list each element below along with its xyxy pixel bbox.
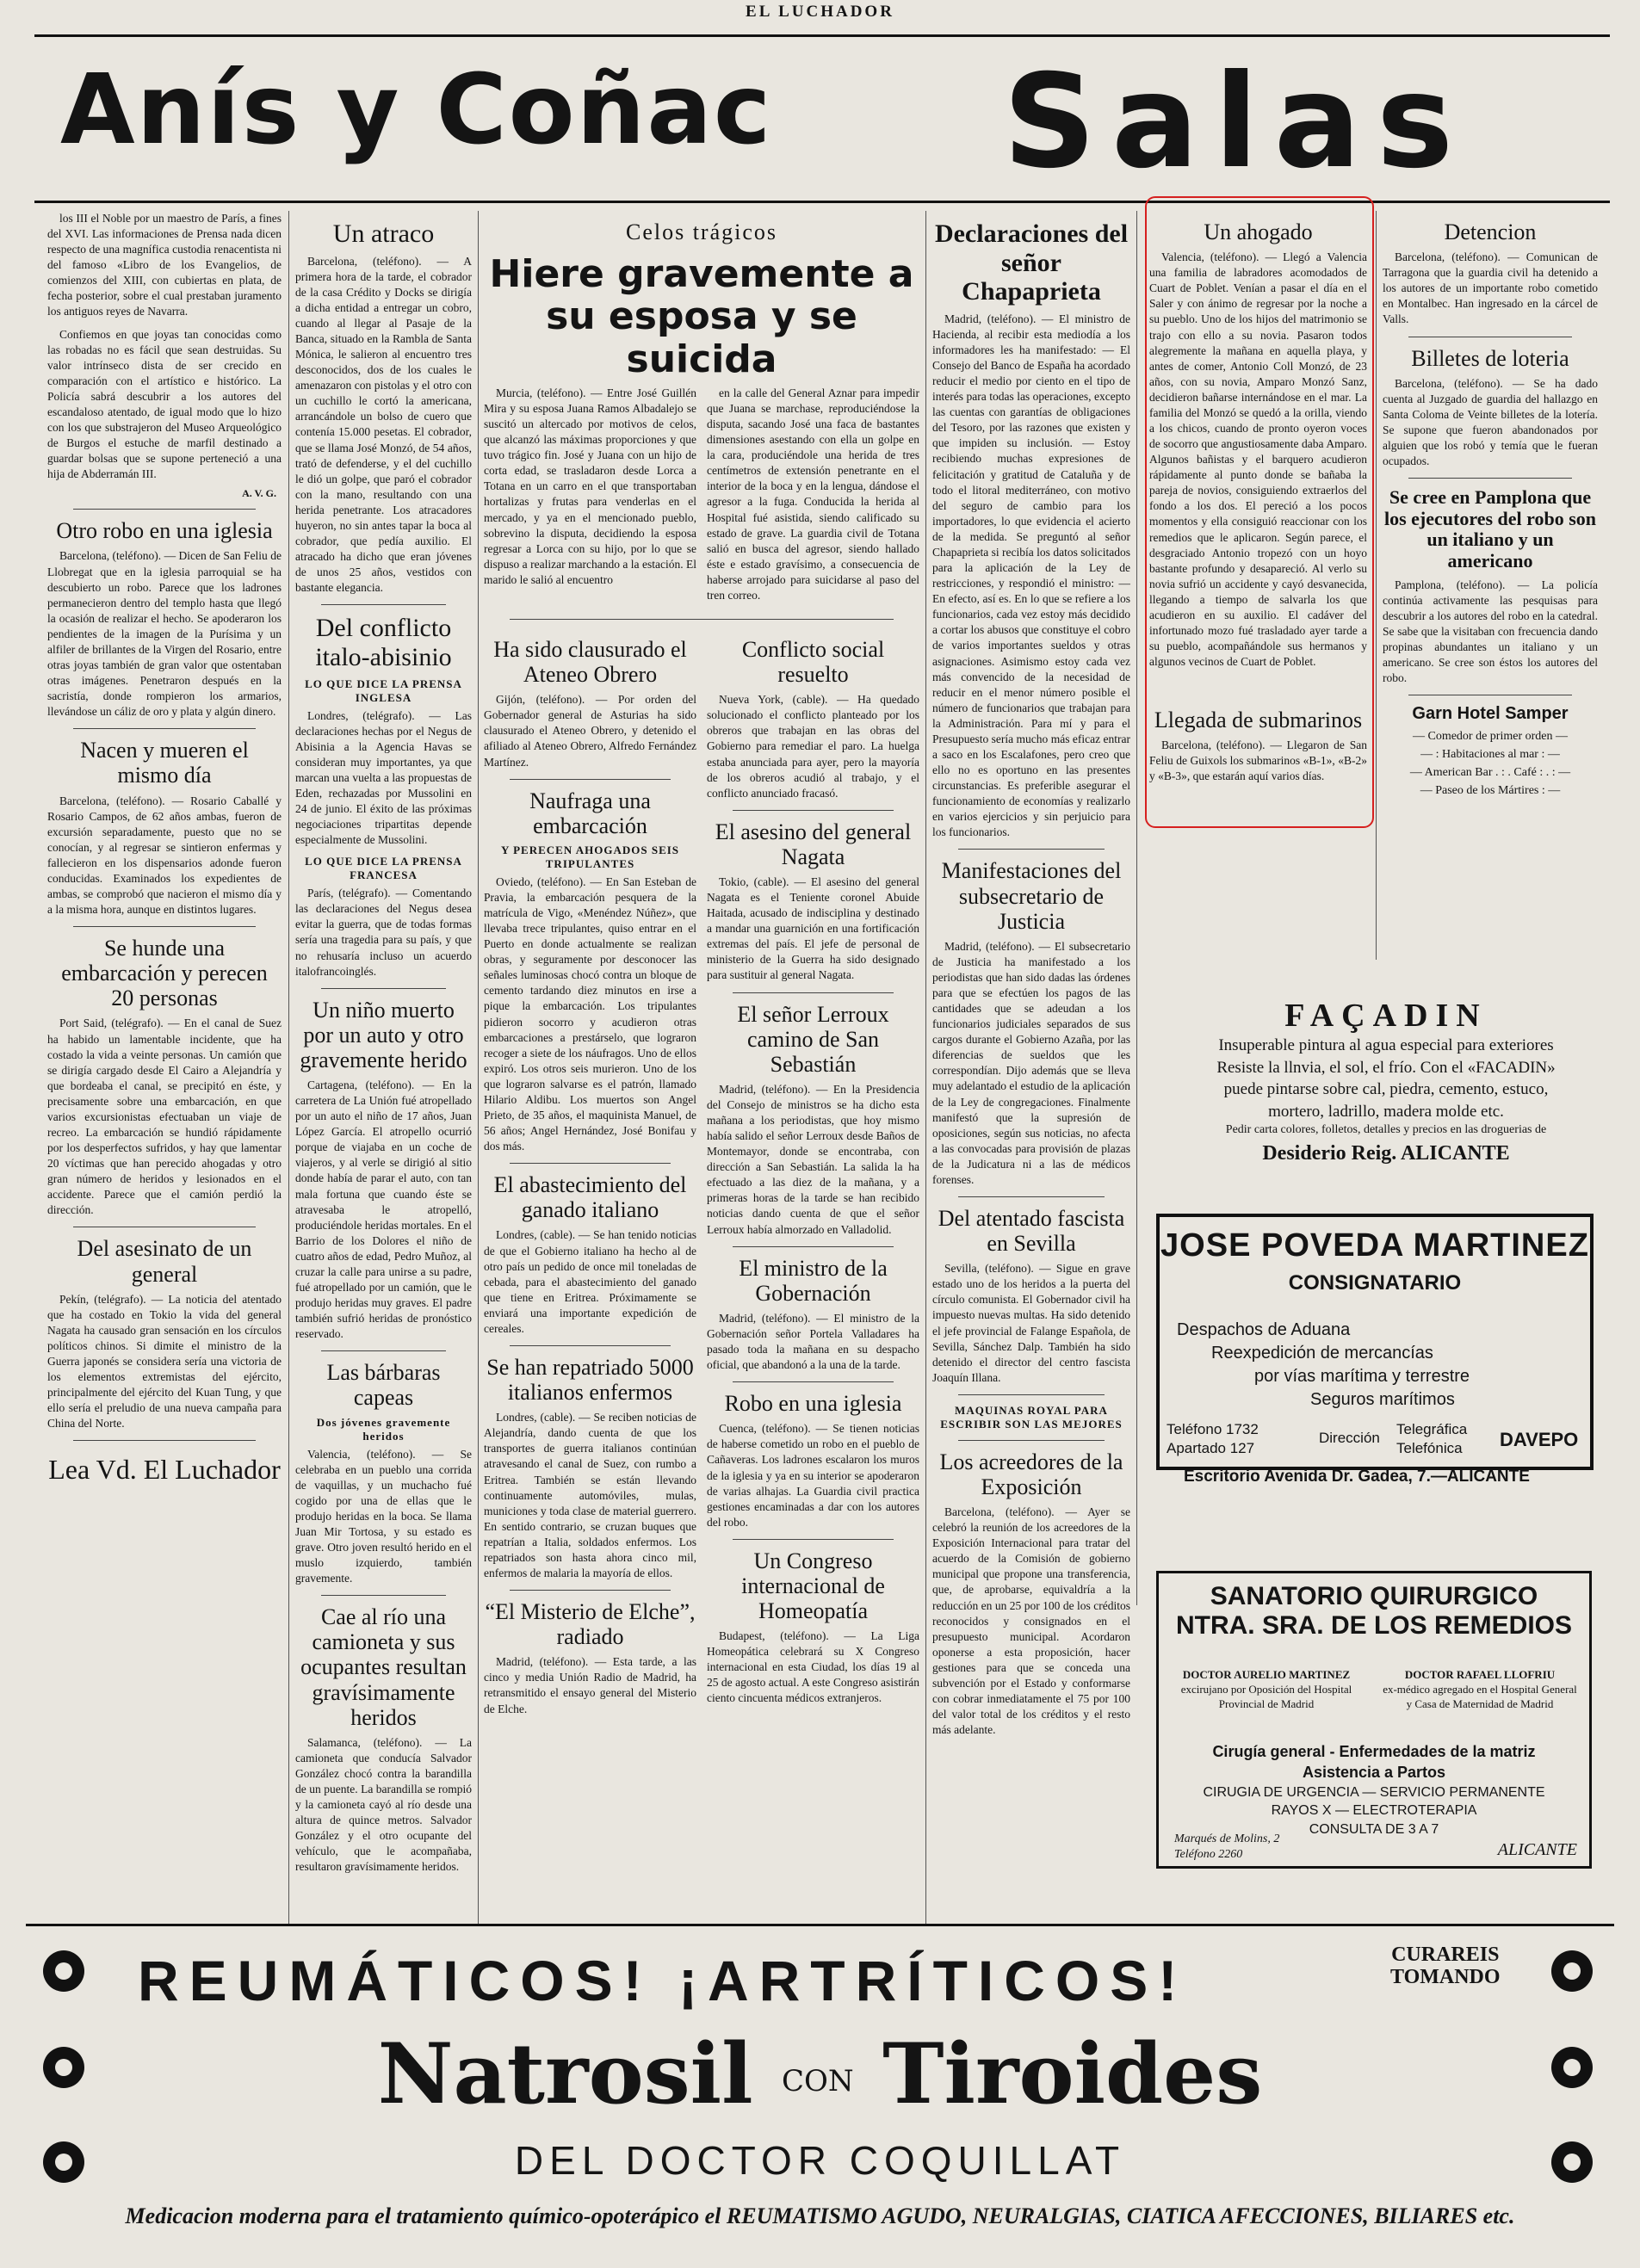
- headline: Del asesinato de un general: [77, 1236, 252, 1287]
- headline: Manifestaciones del subsecretario de Justicia: [941, 858, 1122, 934]
- banner-salas: Salas: [1003, 47, 1470, 197]
- article-text: en la calle del General Aznar para impedir que Juana se marchase, reproduciéndose la disputa, sacando José una faca de bastantes dimensiones asestando con ella un golpe en la cara, produciéndole una herida de tres centímetros de extensión penetrante en el interior de la boca y en la lengua, dándose el agresor a la fuga. Conducida la herida al Hospital fué asistida, siendo calificado su estado de grave. La guardia civil de Totana salió en busca del agresor, siendo hallado éste e estado gravísimo, a consecuencia de haberse arrojado para suicidarse al paso del tren correo.: [707, 386, 919, 602]
- article-text: Londres, (cable). — Se reciben noticias de Alejandría, dando cuenta de que los transportes de guerra italianos continúan atravesando el canal de Suez, con rumbo a Eritrea. También se están llevando continuamente automóviles, mulas, municiones y toda clase de material guerrero. En sentido contrario, se cruzan buques que repatrían a Italia, soldados enfermos. Los repatriados son hasta ahora cinco mil, enfermos de malaria la mayoría de ellos.: [484, 1411, 696, 1579]
- headline: Llegada de submarinos: [1154, 708, 1363, 733]
- headline: Cae al río una camioneta y sus ocupantes resultan gravísimamente heridos: [300, 1604, 467, 1730]
- headline: Un atraco: [332, 219, 435, 248]
- facadin-line: Pedir carta colores, folletos, detalles y precios en las droguerias de: [1225, 1122, 1547, 1136]
- headline: Ha sido clausurado el Ateneo Obrero: [493, 637, 687, 688]
- article-text: Nueva York, (cable). — Ha quedado solucionado el conflicto planteado por los obreros que trabajan en las obras del Gobierno para remediar el paro. La huelga estaba anunciada para ayer, pero la mayoría de los obreros acudió al trabajo, y el conflicto anunciado fracasó.: [707, 693, 919, 800]
- headline: Se hunde una embarcación y perecen 20 personas: [61, 936, 268, 1011]
- column-2: [295, 211, 472, 1924]
- article-text: Madrid, (teléfono). — El subsecretario de Justicia ha manifestado a los periodistas que han sido dadas las órdenes para que se efectúen los pagos de las cantidades que se adeudan a los funcionarios judiciales separados de sus cargos durante el Gobierno Azaña, por las diferencias de sueldos que les correspondían. Dijo además que se lleva muy adelantado el estudio de la aplicación de la Ley de congregaciones. Finalmente manifestó que la supresión de oposiciones, según sus noticias, no afecta a las convocadas para provisión de plazas de la Judicatura ni a las de médicos forenses.: [932, 939, 1130, 1186]
- doctor-1: [1167, 1668, 1365, 1712]
- sub-column-a: [484, 628, 696, 1724]
- doctor-2: [1381, 1668, 1579, 1712]
- royal-ad: MAQUINAS ROYAL PARA ESCRIBIR SON LAS MEJORES: [940, 1403, 1123, 1431]
- article-text: Tokio, (cable). — El asesino del general Nagata es el Teniente coronel Abuide Haitada, acusado de indisciplina y destinado a mandar una guarnición en una fortificación extremas del país. El jefe de personal de ministerio de la Guerra ha sido designado para sustituir al general Nagata.: [707, 874, 919, 982]
- cure-line: CURAREIS: [1391, 1944, 1500, 1966]
- headline: Naufraga una embarcación: [529, 788, 651, 838]
- headline: Nacen y mueren el mismo día: [80, 738, 249, 788]
- headline: Otro robo en una iglesia: [56, 518, 273, 544]
- headline: El señor Lerroux camino de San Sebastián: [737, 1001, 889, 1077]
- subheadline: Dos jóvenes gravemente heridos: [316, 1415, 451, 1443]
- headline: Declaraciones del señor Chapaprieta: [934, 219, 1129, 306]
- subheadline: Y PERECEN AHOGADOS SEIS TRIPULANTES: [500, 843, 680, 870]
- column-4: [932, 211, 1130, 1924]
- facadin-line: mortero, ladrillo, madera molde etc.: [1268, 1102, 1504, 1121]
- article-text: Madrid, (teléfono). — En la Presidencia del Consejo de ministros se ha dicho esta mañana a los periodistas, que hoy mismo había salido el señor Lerroux desde Baños de Montemayor, donde se encontraba, con dirección a San Sebastián. La salida la ha efectuado a las diez de la mañana, y a primeras horas de la tarde se han recibido noticias dando cuenta de que el señor Lerroux había almorzado en Valladolid.: [707, 1082, 919, 1236]
- kicker: Celos trágicos: [625, 219, 778, 244]
- headline: “El Misterio de Elche”, radiado: [485, 1599, 696, 1650]
- divider: [510, 1590, 671, 1591]
- headline: Del atentado fascista en Sevilla: [938, 1206, 1125, 1257]
- headline: Se cree en Pamplona que los ejecutores del robo son un italiano y un americano: [1383, 486, 1597, 572]
- headline: Del conflicto italo-abisinio: [315, 614, 452, 671]
- article-text: Budapest, (teléfono). — La Liga Homeopática celebrará su X Congreso internacional en esta Ciudad, los días 19 al 25 de agosto actual. A este Congreso asistirán ciento cincuenta médicos extranjeros.: [707, 1629, 919, 1705]
- article-text: Valencia, (teléfono). — Se celebraba en un pueblo una corrida de vaquillas, y un muchacho fué cogido por una de ellas que le produjo heridas en la boca. Se llama Juan Mir Tortosa, y su estado es grave. Otro joven resultó herido en el muslo izquierdo, también gravemente.: [295, 1447, 472, 1585]
- sanatorio-name: SANATORIO QUIRURGICO: [1210, 1582, 1538, 1610]
- headline: Conflicto social resuelto: [741, 637, 885, 688]
- poveda-address: Escritorio Avenida Dr. Gadea, 7.—ALICANTE: [1184, 1468, 1530, 1486]
- ad-product: [26, 2025, 1614, 2123]
- column-3: [484, 211, 919, 1924]
- red-highlight-circle: [1145, 196, 1374, 828]
- product-name-2: Tiroides: [882, 2025, 1263, 2123]
- article-text: Barcelona, (teléfono). — Rosario Caballé y Rosario Campos, de 62 años ambas, fueron de excursión separadamente, puesto que no se conocían, y al regresar se sintieron enfermas y fallecieron en los dispensarios adonde fueron conducidas. Examinados los expedientes de ambas, se comprobó que nacieron el mismo día y a la misma hora, aunque en distintos lugares.: [47, 794, 282, 917]
- column-rule: [1136, 211, 1137, 1605]
- poveda-dir-label: Dirección: [1319, 1430, 1380, 1446]
- divider: [733, 992, 894, 993]
- product-name-1: Natrosil: [377, 2025, 753, 2123]
- facadin-line: Resiste la llnvia, el sol, el frío. Con el «FACADIN»: [1216, 1058, 1556, 1077]
- divider: [958, 1440, 1105, 1441]
- article-text: Confiemos en que joyas tan conocidas como las robadas no es fácil que sean destruidas. Su valor intrínseco dista de ser crecido en comparación con el artístico e histórico. La Policía sabrá descubrir a los autores del escandaloso atentado, de igual modo que lo hizo con los que substrajeron del Museo Arqueológico de Burgos el estuche de marfil destinado a guardar bolsas que se supone perteneció a una hija de Abderramán III.: [47, 327, 282, 481]
- divider: [321, 988, 446, 989]
- column-rule: [288, 211, 289, 1924]
- divider: [510, 1163, 671, 1164]
- divider: [321, 1350, 446, 1351]
- article-text: Londres, (telégrafo). — Las declaraciones hechas por el Negus de Abisinia a la Agencia Havas se consideran muy importantes, ya que marcan una vuelta a las propuestas de Eden, rechazadas por Mussolini en 24 de junio. El éxito de las próximas negociaciones tripartitas depende especialmente de Mussolini.: [295, 708, 472, 847]
- service-line: Asistencia a Partos: [1302, 1764, 1446, 1782]
- divider: [510, 619, 894, 620]
- article-text: Oviedo, (teléfono). — En San Esteban de Pravia, la embarcación pesquera de la matrícula de Vigo, «Menéndez Núñez», que llevaba trece tripulantes, quiso entrar en el Puerto en donde actualmente se realizan obras, y seguramente por desconocer las señales luminosas chocó contra un bloque de cemento tardando diez minutos en irse a pique la embarcación. Los tripulantes pidieron socorro y acudieron otras embarcaciones a prestárselo, que lograron recoger a siete de los náufragos. Uno de ellos expiró. Los otros seis murieron. Uno de los que lograron salvarse es el patrón, llamado Hilario Aldibu. Los muertos son Angel Prieto, de 35 años, el maquinista Manuel, de 56 años; Angel Hernández, José Bonifau y dos más.: [484, 874, 696, 1153]
- masthead: EL LUCHADOR: [746, 3, 894, 21]
- doctor-2-name: DOCTOR RAFAEL LLOFRIU: [1404, 1668, 1556, 1681]
- article-text: Cuenca, (teléfono). — Se tienen noticias de haberse cometido un robo en el pueblo de Cañaveras. Los ladrones escalaron los muros de la iglesia y ya en su interior se apoderaron de varias alhajas. La Guardia civil practica gestiones encaminadas a dar con los autores del robo.: [707, 1422, 919, 1529]
- article-text: Madrid, (teléfono). — Esta tarde, a las cinco y media Unión Radio de Madrid, ha retransmitido el ensayo general del Misterio de Elche.: [484, 1655, 696, 1715]
- headline: Los acreedores de la Exposición: [939, 1449, 1123, 1499]
- article-text: los III el Noble por un maestro de París, a fines del XVI. Las informaciones de Prensa nada dicen respecto de una magnífica custodia renacentista ni del famoso «Libro de los Evangelios, de comienzos del XIII, con cubiertas en plata, de fecha posterior, sobre el cual prestaban juramento los antiguos reyes de Navarra.: [47, 212, 282, 318]
- divider: [73, 728, 256, 729]
- lead-story-col-b: [707, 386, 919, 610]
- poveda-code: DAVEPO: [1500, 1429, 1579, 1450]
- service-line: RAYOS X — ELECTROTERAPIA: [1271, 1803, 1477, 1819]
- hotel-line: — Paseo de los Mártires : —: [1420, 784, 1561, 798]
- divider: [958, 849, 1105, 850]
- hotel-line: — American Bar . : . Café : . : —: [1409, 766, 1571, 780]
- divider: [510, 1345, 671, 1346]
- service-line: Cirugía general - Enfermedades de la matriz: [1212, 1743, 1536, 1760]
- service-line: CIRUGIA DE URGENCIA — SERVICIO PERMANENTE: [1203, 1784, 1545, 1800]
- article-text: Valencia, (teléfono). — Llegó a Valencia una familia de labradores acomodados de Cuart de Poblet. Venían a pasar el día en el Saler y con ánimo de regresar por la noche a su pueblo. Uno de los hijos del matrimonio se trajo con ello a su novia. Pasaron todos alegremente la mañana en aquella playa, y antes de comer, Antonio Coll Monzó, de 23 años, con su novia, Amparo Monzó Sanz, decidieron bañarse internándose en el mar. La familia del Monzó se quedó a la orilla, viendo a los chicos, cuando de pronto oyeron voces de socorro que angustiosamente daba Amparo. Algunos bañistas y el barquero acudieron rápidamente al punto donde se bañaba la pareja de novios, consiguiendo extraerlos del fondo a los dos. El pereció a los pocos momentos y ella consiguió reaccionar con los remedios que le aplicaron. Según parece, el desgraciado Antonio tropezó con un hoyo bastante profundo y desapareció. Al verlo su novia sufrió un accidente y cayó desvanecida, llegando a tiempo de salvarla los que acudieron en su auxilio. El cadáver del infortunado mozo fué trasladado ayer tarde a su pueblo, acompañándole sus hermanos y algunos vecinos de Cuart de Poblet.: [1149, 250, 1367, 669]
- facadin-ad: [1167, 997, 1606, 1165]
- column-1: [47, 211, 282, 1924]
- article-text: Gijón, (teléfono). — Por orden del Gobernador general de Asturias ha sido clausurado el Ateneo Obrero, y detenido el afiliado al Ateneo Obrero, Alfredo Fernández Martínez.: [484, 693, 696, 769]
- divider: [733, 1246, 894, 1247]
- doctor-1-desc: excirujano por Oposición del Hospital Provincial de Madrid: [1180, 1682, 1352, 1710]
- column-rule: [1376, 211, 1377, 960]
- lead-story-col-a: [484, 386, 696, 610]
- poveda-ad: [1156, 1214, 1594, 1470]
- product-con: CON: [782, 2064, 854, 2099]
- article-text: Sevilla, (teléfono). — Sigue en grave estado uno de los heridos a la puerta del círculo comunista. El Gobernador civil ha impuesto nuevas multas. Ha sido detenido el jefe provincial de Falange Española, de Sevilla, Sánchez Dalp. También ha sido detenido el director del centro fascista Joaquín Illana.: [932, 1262, 1130, 1384]
- headline: El abastecimiento del ganado italiano: [493, 1172, 687, 1223]
- sanatorio-subname: NTRA. SRA. DE LOS REMEDIOS: [1175, 1611, 1573, 1640]
- headline: El asesino del general Nagata: [715, 819, 912, 869]
- facadin-line: puede pintarse sobre cal, piedra, cemento, estuco,: [1223, 1080, 1549, 1099]
- doctor-2-desc: ex-médico agregado en el Hospital General y Casa de Maternidad de Madrid: [1383, 1682, 1577, 1710]
- headline: Billetes de loteria: [1411, 345, 1569, 371]
- article-text: Barcelona, (teléfono). — Ayer se celebró la reunión de los acreedores de la Exposición Internacional para tratar del acuerdo de la Comisión de gobierno municipal que propone una transferencia, que, de aprobarse, equivaldría a la reducción en un 25 por 100 de los créditos reconocidos y consignados en el presupuesto municipal. Acordaron oponerse a esta proposición, hacer gestiones para que se conceda una subvención por el Estado y conformarse con cobrar inmediatamente el 75 por 100 del valor total de los créditos y el resto más adelante.: [932, 1505, 1130, 1737]
- headline: Detencion: [1444, 219, 1537, 244]
- poveda-name: JOSE POVEDA MARTINEZ: [1160, 1227, 1589, 1264]
- article-text: Port Said, (telégrafo). — En el canal de Suez ha habido un lamentable incidente, que ha costado la vida a veinte personas. Un camión que se dirigía cargado desde El Cairo a Alejandría y que bordeaba el canal, se precipitó en éste, y precisamente sobre una embarcación, en que varios excursionistas efectuaban un viaje de recreo. La embarcación se hundió rápidamente por los desperfectos sufridos, y hay que lamentar 20 víctimas que han perecido ahogadas y otro gran número de heridos y lesionados en el accidente. Parece que el camión perdió la dirección.: [47, 1017, 282, 1217]
- sanatorio-city: ALICANTE: [1497, 1840, 1577, 1859]
- ad-description: Medicacion moderna para el tratamiento químico-opoterápico el REUMATISMO AGUDO, NEURALGIAS, CIATICA AFECCIONES, BILIARES etc.: [125, 2203, 1515, 2228]
- headline: Se han repatriado 5000 italianos enfermos: [486, 1355, 694, 1406]
- facadin-line: Insuperable pintura al agua especial para exteriores: [1218, 1036, 1554, 1054]
- article-text: Pamplona, (teléfono). — La policía continúa activamente las pesquisas para descubrir a los autores del robo en la catedral. Se sabe que la visitaban con frecuencia dando propinas abundantes un italiano y un americano. Se cree son éstos los autores del robo.: [1383, 578, 1598, 685]
- ad-headline: REUMÁTICOS! ¡ARTRÍTICOS!: [138, 1949, 1188, 2012]
- house-ad: Lea Vd. El Luchador: [48, 1454, 281, 1486]
- sanatorio-services: [1159, 1741, 1589, 1839]
- poveda-phone: Teléfono 1732: [1167, 1421, 1259, 1437]
- divider: [510, 779, 671, 780]
- hotel-ad: [1383, 704, 1598, 800]
- headline: El ministro de la Gobernación: [739, 1255, 888, 1306]
- headline: Un niño muerto por un auto y otro gravemente herido: [300, 997, 467, 1072]
- headline: Un Congreso internacional de Homeopatía: [741, 1548, 885, 1624]
- article-text: Murcia, (teléfono). — Entre José Guillén Mira y su esposa Juana Ramos Albadalejo se suscitó un altercado por motivos de celos, que alcanzó las máximas proporciones y que tuvo trágico fin. José y Juana con un hijo de corta edad, se trasladaron desde Lorca a Totana en un carro en el que transportaban hortalizas y frutas para venderlas en el mercado, y ya en el mencionado pueblo, sobrevino la disputa, decidiendo la esposa regresar a Lorca con su hijo, por lo que se dispuso a realizar marchando a la estación. El marido le salió al encuentro: [484, 386, 696, 586]
- article-text: Madrid, (teléfono). — El ministro de la Gobernación señor Portela Valladares ha pasado toda la mañana en su despacho oficial, que abandonó a la una de la tarde.: [707, 1311, 919, 1372]
- divider: [73, 509, 256, 510]
- subheadline: LO QUE DICE LA PRENSA INGLESA: [305, 677, 462, 704]
- service-line: CONSULTA DE 3 A 7: [1309, 1821, 1439, 1837]
- article-text: Madrid, (teléfono). — El ministro de Hacienda, al recibir esta mediodía a los informadores les ha manifestado: — El Consejo del Banco de España ha acordado reducir el medio por ciento en el tipo de interés para todas las operaciones, excepto las cuentas con garantías de obligaciones del Tesoro, por las razones que existen y que impiden su inclusión. — Estoy recibiendo muchas expresiones de felicitación y gratitud de Cataluña y de todo el litoral mediterráneo, con motivo del seguro de cambio para los importadores, lo que evidencia el acierto de la medida. Se preguntó al señor Chapaprieta si recibía los datos solicitados para la aplicación de la Ley de restricciones, y respondió el ministro: — En efecto, así es. En lo que se refiere a los funcionarios, cada vez estoy más decidido a cortar los abusos que constituye el cobro de varios importantes sueldos y otras asignaciones. Asimismo estoy cada vez más convencido de la necesidad de reducir en el menor número posible el número de funcionarios que trabajan para la Administración. Para mí y para el Presupuesto sería mucho más eficaz entrar a saco en los Escalafones, pero creo que ello no es oportuno en las presentes circunstancias. Es preferible asegurar el funcionamiento de economías y realizarlo en varios ejercicios y sin perjuicio para los funcionarios.: [932, 312, 1130, 839]
- article-text: París, (telégrafo). — Comentando las declaraciones del Negus desea evitar la guerra, que de todas formas sería una tragedia para su país, y que no rehusaría incluso un acuerdo italofrancoinglés.: [295, 887, 472, 978]
- facadin-name: FAÇADIN: [1284, 998, 1488, 1034]
- column-6: [1383, 211, 1598, 968]
- divider: [958, 1196, 1105, 1197]
- doctor-1-name: DOCTOR AURELIO MARTINEZ: [1182, 1668, 1351, 1681]
- address-line: Marqués de Molins, 2: [1174, 1832, 1280, 1845]
- lead-story-body: [484, 386, 919, 610]
- poveda-telephonic: Telefónica: [1396, 1440, 1463, 1456]
- sanatorio-address: [1174, 1832, 1279, 1863]
- poveda-telegraph: Telegráfica: [1396, 1421, 1468, 1437]
- article-text: Cartagena, (teléfono). — En la carretera de La Unión fué atropellado por un auto el niño de 17 años, Juan López García. El atropello ocurrió porque de viajaba en un coche de viajeros, y al verle se dirigió al sitio donde había de parar el auto, con tan mala fortuna que cuando éste se atravesaba le atropelló, produciéndole heridas mortales. En el Barrio de los Dolores el niño de cuatro años de edad, Pedro Muñoz, al cruzar la calle para unirse a su padre, fué atropellado por un camión, que le produjo heridas muy graves. El padre también sufrió heridas de pronóstico reservado.: [295, 1078, 472, 1341]
- ornament-icon: [1551, 1950, 1593, 1992]
- divider: [73, 926, 256, 927]
- divider: [733, 1381, 894, 1382]
- article-text: Londres, (cable). — Se han tenido noticias de que el Gobierno italiano ha hecho al de otro país un pedido de once mil toneladas de cebada, para el abastecimiento del ganado que tiene en Eritrea. Próximamente se enviará una importante expedición de cereales.: [484, 1228, 696, 1335]
- divider: [733, 810, 894, 811]
- lead-headline: Hiere gravemente a su esposa y se suicida: [489, 252, 914, 381]
- divider: [733, 1539, 894, 1540]
- signature: A. V. G.: [242, 487, 276, 500]
- ad-doctor: DEL DOCTOR COQUILLAT: [514, 2138, 1126, 2183]
- hotel-line: — : Habitaciones al mar : —: [1420, 748, 1560, 762]
- poveda-service: Despachos de Aduana: [1177, 1320, 1351, 1339]
- divider: [321, 604, 446, 605]
- natrosil-ad: [26, 1924, 1614, 2253]
- sub-columns: [484, 628, 919, 1724]
- hotel-title: Garn Hotel Samper: [1412, 704, 1569, 724]
- article-text: Salamanca, (teléfono). — La camioneta que conducía Salvador González chocó contra la barandilla de un puente. La barandilla se rompió y la camioneta cayó al río desde una altura de quince metros. Salvador González y el otro ocupante del vehículo, que le acompañaba, resultaron gravísimamente heridos.: [295, 1735, 472, 1874]
- column-rule: [925, 211, 926, 1924]
- article-text: Pekín, (telégrafo). — La noticia del atentado que ha costado en Tokio la vida del general Nagata ha causado gran sensación en los círculos políticos chinos. Si dimite el ministro de la Guerra japonés se considera sería una victoria de los elementos extremistas del ejército, principalmente del ejército del Kuan Tung, y que ello sería el preludio de una nueva campaña para China del Norte.: [47, 1292, 282, 1431]
- ad-cure: [1390, 1944, 1501, 1989]
- phone-line: Teléfono 2260: [1174, 1848, 1243, 1862]
- divider: [1408, 478, 1572, 479]
- cure-line: TOMANDO: [1390, 1966, 1501, 1989]
- sanatorio-ad: [1156, 1571, 1592, 1869]
- divider: [958, 1394, 1105, 1395]
- banner-anis: Anís y Coñac: [60, 54, 773, 166]
- divider: [73, 1440, 256, 1441]
- hotel-line: — Comedor de primer orden —: [1412, 730, 1568, 744]
- ornament-icon: [43, 1950, 84, 1992]
- article-text: Barcelona, (teléfono). — Comunican de Tarragona que la guardia civil ha detenido a los autores de un importante robo cometido en Montalbec. Han ingresado en la cárcel de Valls.: [1383, 250, 1598, 326]
- headline: Un ahogado: [1204, 219, 1313, 244]
- poveda-title: CONSIGNATARIO: [1288, 1271, 1462, 1295]
- banner-ad: [34, 34, 1610, 203]
- facadin-dealer: Desiderio Reig. ALICANTE: [1262, 1141, 1510, 1165]
- poveda-service: Seguros marítimos: [1310, 1390, 1455, 1409]
- article-text: Barcelona, (teléfono). — Llegaron de San Feliu de Guixols los submarinos «B-1», «B-2» y «B-3», que estarán aquí varios días.: [1149, 738, 1367, 783]
- poveda-service: por vías marítima y terrestre: [1254, 1367, 1470, 1386]
- column-rule: [478, 211, 479, 1924]
- article-text: Barcelona, (teléfono). — A primera hora de la tarde, el cobrador de la casa Crédito y Docks se dirigía a dicha entidad a entregar un cobro, cuando al llegar al Pasaje de la Banca, situado en la Rambla de Santa Mónica, le salieron al encuentro tres desconocidos, dos de los cuales le amenazaron con pistolas y el otro con un cuchillo le cortó la americana, arrancándole un bolso de cuero que contenía 15.000 pesetas. El cobrador, que se llama José Monzó, de 54 años, trató de defenderse, y el del cuchillo le dió un golpe, que paró el cobrador con la mano, resultando con una herida penetrante. Los atracadores huyeron, no sin antes tapar la boca al cobrador, que pedía auxilio. El atracado ha dicho que eran jóvenes de unos 25 años, vestidos con bastante elegancia.: [295, 254, 472, 595]
- article-text: Barcelona, (teléfono). — Se ha dado cuenta al Juzgado de guardia del hallazgo en Santa Coloma de Veinte billetes de la lotería. Se supone que fueron abandonados por alguien que los robó y temía que le fueran ocupados.: [1383, 376, 1598, 467]
- article-text: Barcelona, (teléfono). — Dicen de San Feliu de Llobregat que en la iglesia parroquial se ha descubierto un robo. Parece que los ladrones permanecieron dentro del templo hasta que llegó la ocasión de realizar el hecho. Se apoderaron los pendientes de la imagen de la Purísima y un alfiler de brillantes de la Virgen del Rosario, entre otras joyas también de gran valor que ostentaban otras imágenes. Penetraron después en la sacristía, donde rompieron los armarios, llevándose un cáliz de oro y plata y algún dinero.: [47, 549, 282, 719]
- headline: Robo en una iglesia: [724, 1391, 902, 1417]
- sub-column-b: [707, 628, 919, 1724]
- divider: [321, 1595, 446, 1596]
- headline: Las bárbaras capeas: [326, 1360, 441, 1411]
- subheadline: LO QUE DICE LA PRENSA FRANCESA: [305, 855, 462, 882]
- poveda-service: Reexpedición de mercancías: [1211, 1344, 1433, 1363]
- poveda-box: Apartado 127: [1167, 1440, 1255, 1456]
